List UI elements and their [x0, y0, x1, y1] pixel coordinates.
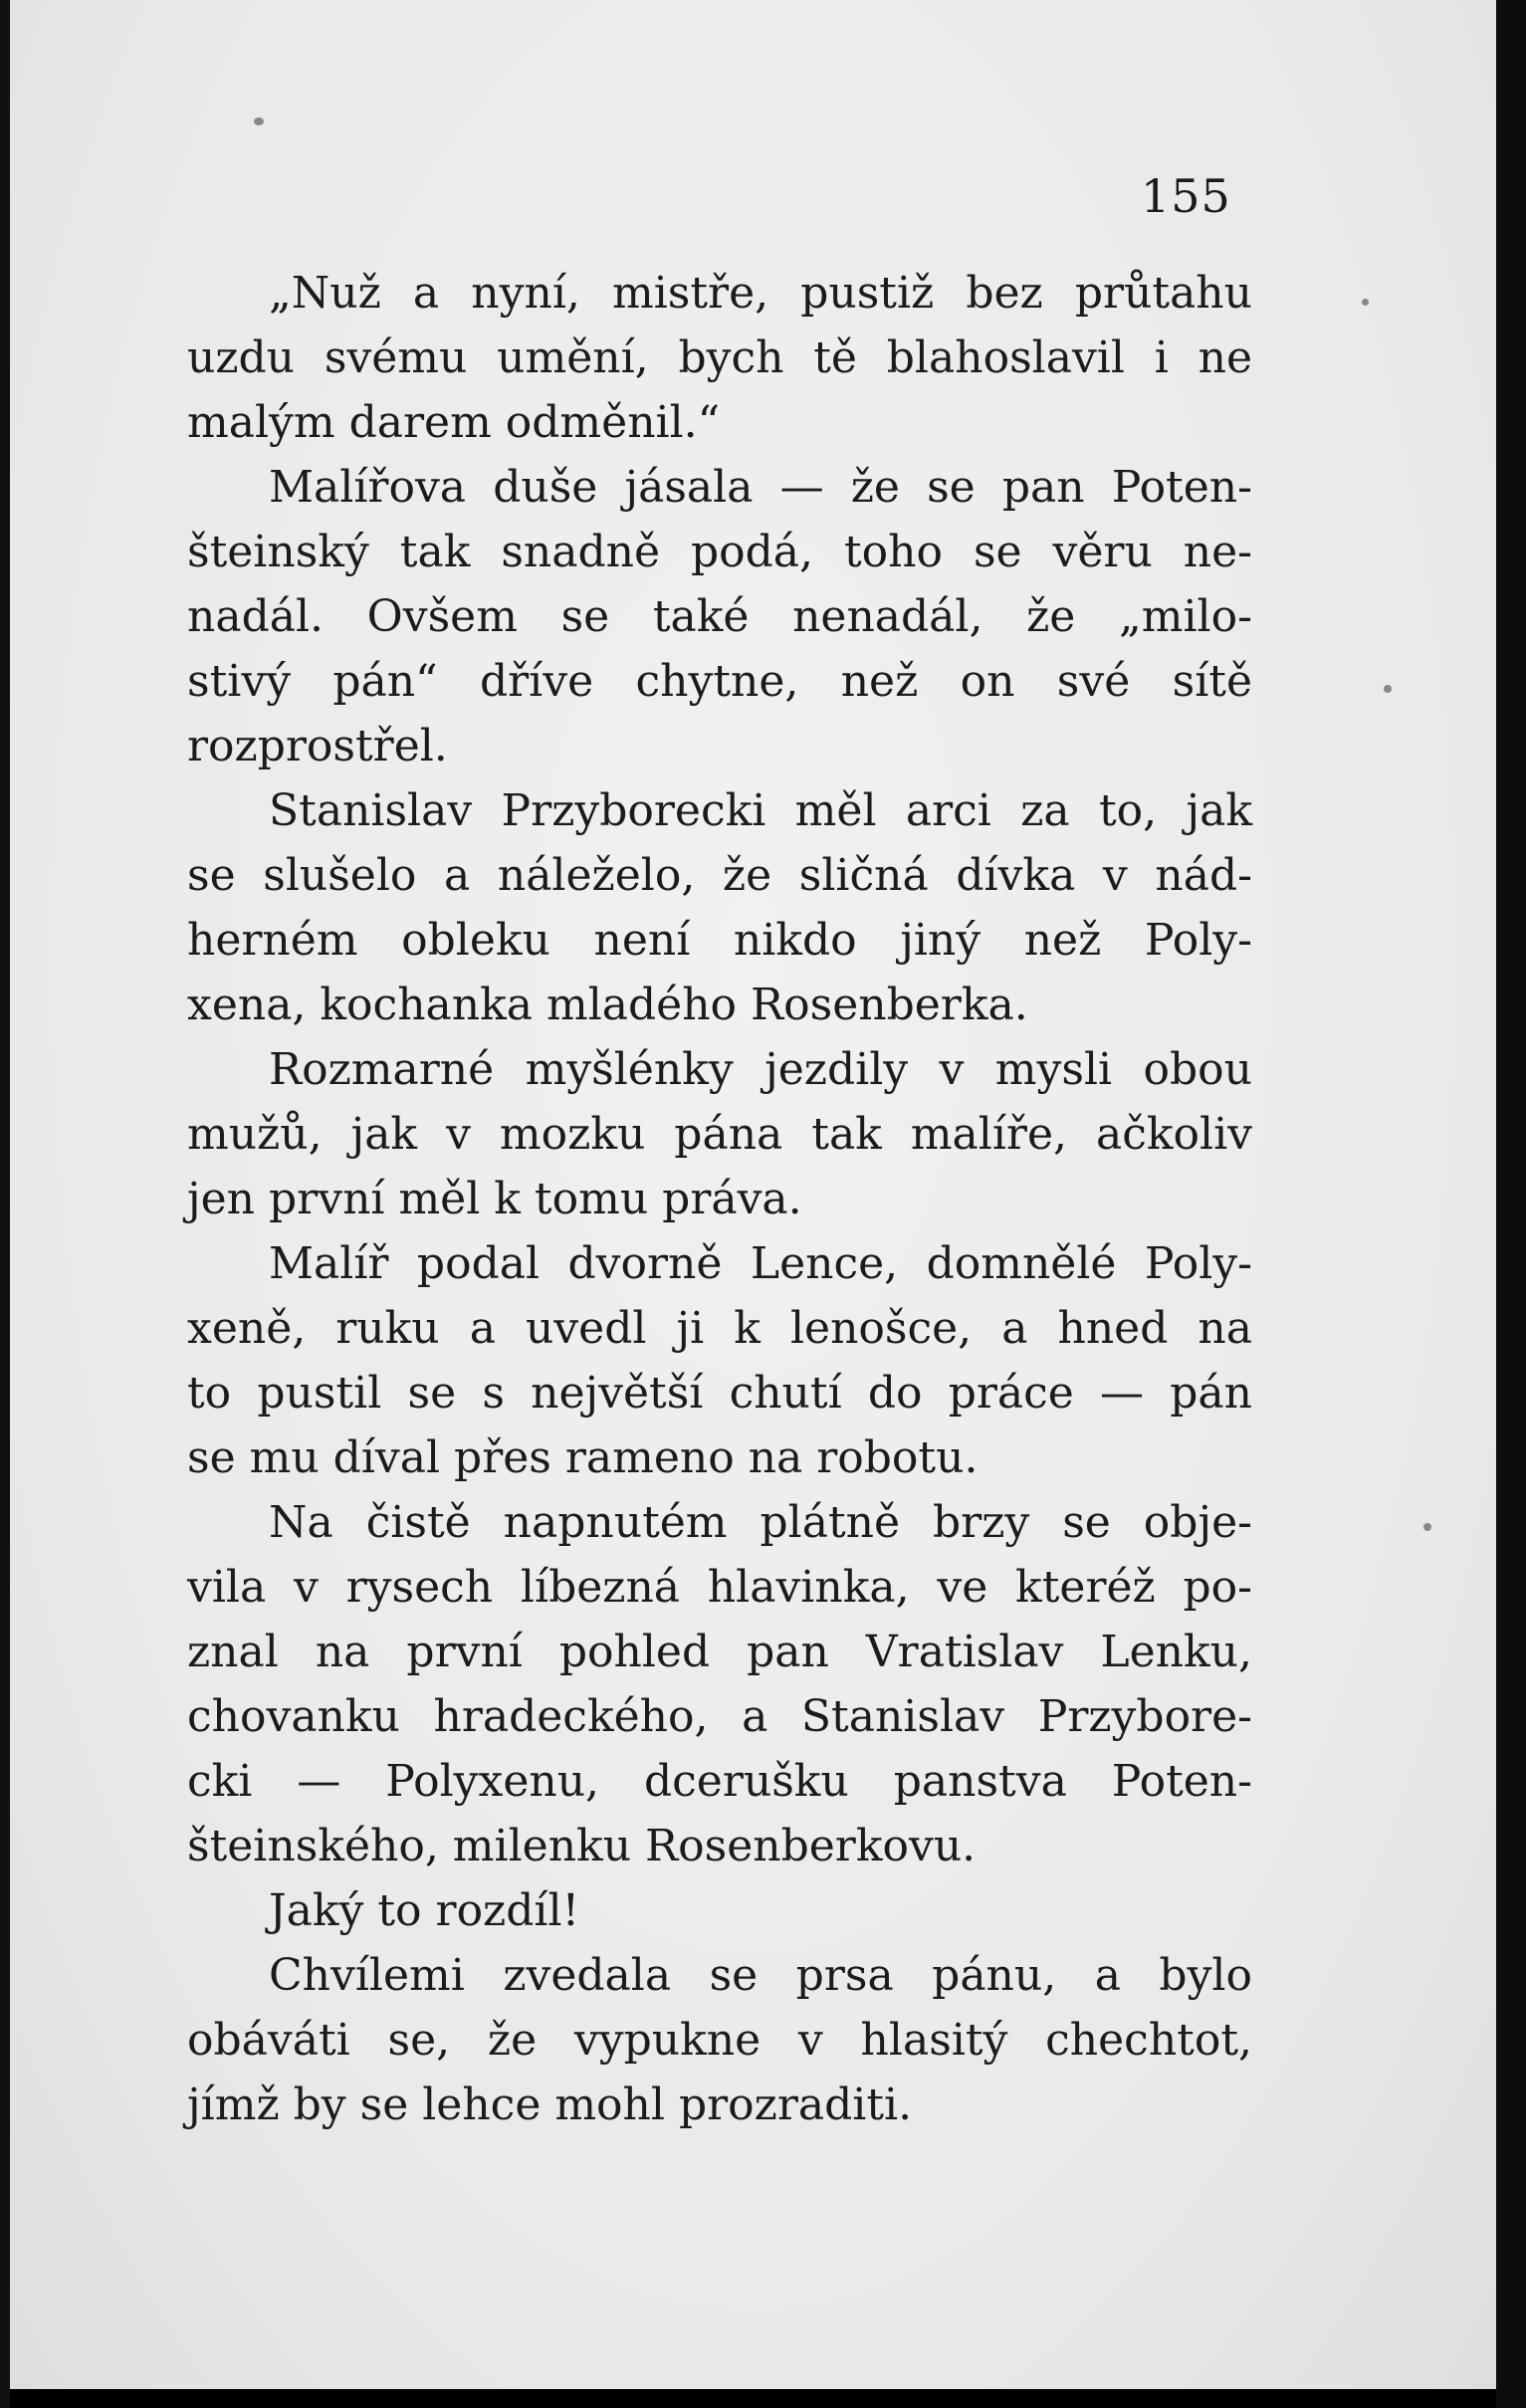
page-edge-right	[1496, 0, 1526, 2408]
text-line: stivý pán“ dříve chytne, než on své sítě	[187, 656, 1252, 707]
text-line: Malíř podal dvorně Lence, domnělé Poly-	[269, 1238, 1252, 1289]
ink-speck	[254, 117, 264, 125]
text-line: xeně, ruku a uvedl ji k lenošce, a hned na	[187, 1303, 1252, 1354]
ink-speck	[1362, 299, 1369, 306]
text-line: nadál. Ovšem se také nenadál, že „milo-	[187, 591, 1252, 642]
text-line: znal na první pohled pan Vratislav Lenku,	[187, 1627, 1252, 1677]
ink-speck	[1384, 685, 1392, 693]
text-line: Na čistě napnutém plátně brzy se obje-	[269, 1497, 1252, 1548]
text-line: Jaký to rozdíl!	[269, 1885, 580, 1936]
text-line: Rozmarné myšlénky jezdily v mysli obou	[269, 1044, 1252, 1095]
page-number: 155	[1141, 169, 1231, 223]
text-line: to pustil se s největší chutí do práce — pán	[187, 1368, 1252, 1419]
text-line: šteinský tak snadně podá, toho se věru ne-	[187, 527, 1252, 577]
text-line: herném obleku není nikdo jiný než Poly-	[187, 915, 1252, 966]
book-page	[8, 0, 1496, 2389]
text-line: se mu díval přes rameno na robotu.	[187, 1432, 979, 1483]
text-line: malým darem odměnil.“	[187, 397, 721, 448]
text-line: rozprostřel.	[187, 721, 448, 771]
text-line: Chvílemi zvedala se prsa pánu, a bylo	[269, 1950, 1252, 2001]
text-line: „Nuž a nyní, mistře, pustiž bez průtahu	[269, 268, 1252, 319]
text-line: obáváti se, že vypukne v hlasitý chechtot,	[187, 2015, 1252, 2066]
text-line: cki — Polyxenu, dcerušku panstva Poten-	[187, 1756, 1252, 1807]
text-line: uzdu svému umění, bych tě blahoslavil i ne	[187, 332, 1252, 383]
text-line: chovanku hradeckého, a Stanislav Przybore-	[187, 1691, 1252, 1742]
text-line: xena, kochanka mladého Rosenberka.	[187, 980, 1028, 1030]
text-line: Malířova duše jásala — že se pan Poten-	[269, 462, 1252, 513]
text-line: se slušelo a náleželo, že sličná dívka v nád-	[187, 850, 1252, 901]
text-line: mužů, jak v mozku pána tak malíře, ačkoliv	[187, 1109, 1252, 1160]
body-text	[187, 261, 1252, 2137]
ink-speck	[1423, 1523, 1431, 1531]
text-line: jímž by se lehce mohl prozraditi.	[187, 2080, 913, 2130]
text-line: jen první měl k tomu práva.	[187, 1174, 802, 1224]
text-line: Stanislav Przyborecki měl arci za to, jak	[269, 785, 1252, 836]
text-line: šteinského, milenku Rosenberkovu.	[187, 1821, 977, 1871]
page-edge-left	[0, 0, 10, 2408]
text-line: vila v rysech líbezná hlavinka, ve kteréž po-	[187, 1562, 1252, 1613]
